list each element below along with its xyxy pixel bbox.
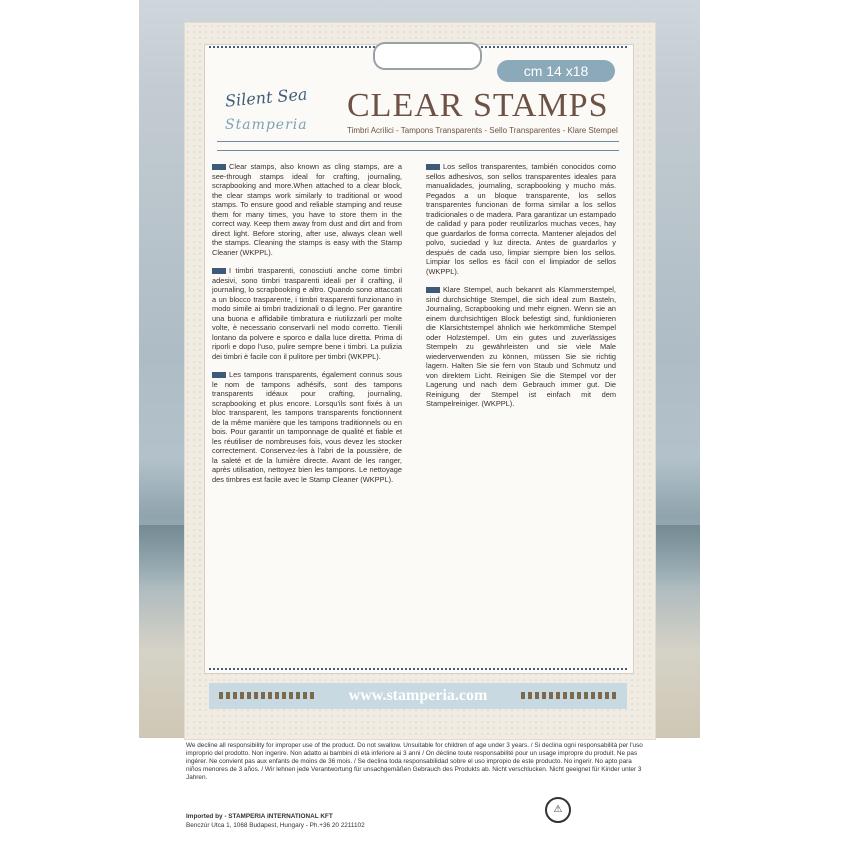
subtitle: Timbri Acrilici - Tampons Transparents - Sello Transparentes - Klare Stempel [347,126,618,135]
text-de: Klare Stempel, auch bekannt als Klammerstempel, sind durchsichtige Stempel, die sich ideal zum Basteln, Journaling, Scrapbooking und mehr eignen. Wenn sie an einem durchsichtigen Block befestigt sind, funktionieren die Klarsichtstempel ähnlich wie herkömmliche Stempel oder Holzstempel. Um ein gutes und zuverlässiges Stempeln zu gewährleisten und sie viele Male wiederverwenden zu können, müssen Sie sie richtig lagern. Halten Sie sie fern von Staub und Schmutz und von direktem Licht. Reinigen Sie die Stempel vor der Lagerung und nach dem Gebrauch immer gut. Die Reinigung der Stempel ist einfach mit dem Stampelreiniger. (WKPPL). [426,285,616,408]
paragraph-en [212,162,402,257]
package-back [139,0,700,850]
dotted-border-bottom [209,668,627,670]
flag-de-icon [426,287,440,293]
text-es: Los sellos transparentes, también conocidos como sellos adhesivos, son sellos transparentes ideales para manualidades, journaling, scrapbooking y mucho más. Pegados a un bloque transparente, los sellos transparentes funcionan de forma similar a los sellos tradicionales o de madera. Para garantizar un estampado de calidad y para poder reutilizarlos muchas veces, hay que guardarlos de forma correcta. Mantener alejados del polvo, suciedad y luz directa. Antes de guardarlos y después de cada uso, limpiar siempre bien los sellos. Limpiar los sellos es fácil con el limpiador de sellos (WKPPL). [426,162,616,276]
page-title: CLEAR STAMPS [347,87,609,124]
flag-fr-icon [212,372,226,378]
text-column-right [426,162,616,632]
paragraph-it [212,266,402,361]
flag-es-icon [426,164,440,170]
decorative-pattern [521,692,617,699]
divider [217,141,619,142]
text-en: Clear stamps, also known as cling stamps, are a see-through stamps ideal for crafting, journaling, scrapbooking and more.When attached to a clear block, the clear stamps work similarly to traditional or wood stamps. To ensure good and reliable stamping and reuse them for many times, you have to store them in the correct way. Keep them away from dust and dirt and from direct light. Before storing, after use, always clean well the stamps. Cleaning the stamps is easy with the Stamp Cleaner (WKPPL). [212,162,402,257]
flag-it-icon [212,268,226,274]
importer-name: Imported by - STAMPERIA INTERNATIONAL KFT [186,813,333,820]
brand-logo: Stamperia [225,117,308,133]
text-column-left [212,162,402,632]
size-badge: cm 14 x18 [497,60,615,82]
divider [217,150,619,151]
no-small-parts-icon: ⚠ [545,797,571,823]
url-banner [209,683,627,709]
text-it: I timbri trasparenti, conosciuti anche come timbri adesivi, sono timbri trasparenti ideali per il crafting, il journaling, lo scrapbooking e altro. Quando sono attaccati a un blocco trasparente, i timbri trasparenti funzionano in modo simile ai timbri tradizionali o di legno. Per garantire una buona e affidabile timbratura e riutilizzarli per molte volte, è necessario conservarli nel modo corretto. Tienili lontano da polvere e sporco e dalla luce diretta. Prima di riporli e dopo l'uso, pulire sempre bene i timbri. La pulizia dei timbri è facile con il pulitore per timbri (WKPPL). [212,266,402,361]
hang-hole [373,42,482,70]
flag-en-icon [212,164,226,170]
paragraph-de [426,285,616,409]
importer-address: Benczúr Utca 1, 1068 Budapest, Hungary - Ph.+36 20 2211102 [186,822,365,829]
safety-disclaimer: We decline all responsibility for improper use of the product. Do not swallow. Unsuitable for children of age under 3 years. / Si declina ogni responsabilità per l'uso improprio del prodotto. Non ingerire. Non adatto ai bambini di età inferiore ai 3 anni / On décline toute responsabilité pour un usage impropre du produit. Ne pas ingérer. Ne convient pas aux enfants de moins de 36 mois. / Se declina toda responsabilidad sobre el uso impropio de este producto. No ingerir. No apto para niños menores de 3 años. / Wir lehnen jede Verantwortung für unsachgemäßen Gebrauch des Produkts ab. Nicht verschlucken. Nicht geeignet für Kinder unter 3 Jahren. [186,742,643,781]
website-link[interactable]: www.stamperia.com [348,687,488,704]
collection-name: Silent Sea [224,84,309,111]
importer-info [186,812,365,830]
paragraph-es [426,162,616,276]
paragraph-fr [212,370,402,484]
text-fr: Les tampons transparents, également connus sous le nom de tampons adhésifs, sont des tampons transparents idéaux pour crafting, journaling, scrapbooking et plus encore. Lorsqu'ils sont fixés à un bloc transparent, les tampons transparents fonctionnent de la même manière que les tampons traditionnels ou en bois. Pour garantir un tamponnage de qualité et fiable et les réutiliser de nombreuses fois, vous devez les stocker correctement. Conservez-les à l'abri de la poussière, de la saleté et de la lumière directe. Avant de les ranger, après utilisation, nettoyez bien les tampons. Le nettoyage des timbres est facile avec le Stamp Cleaner (WKPPL). [212,370,402,484]
